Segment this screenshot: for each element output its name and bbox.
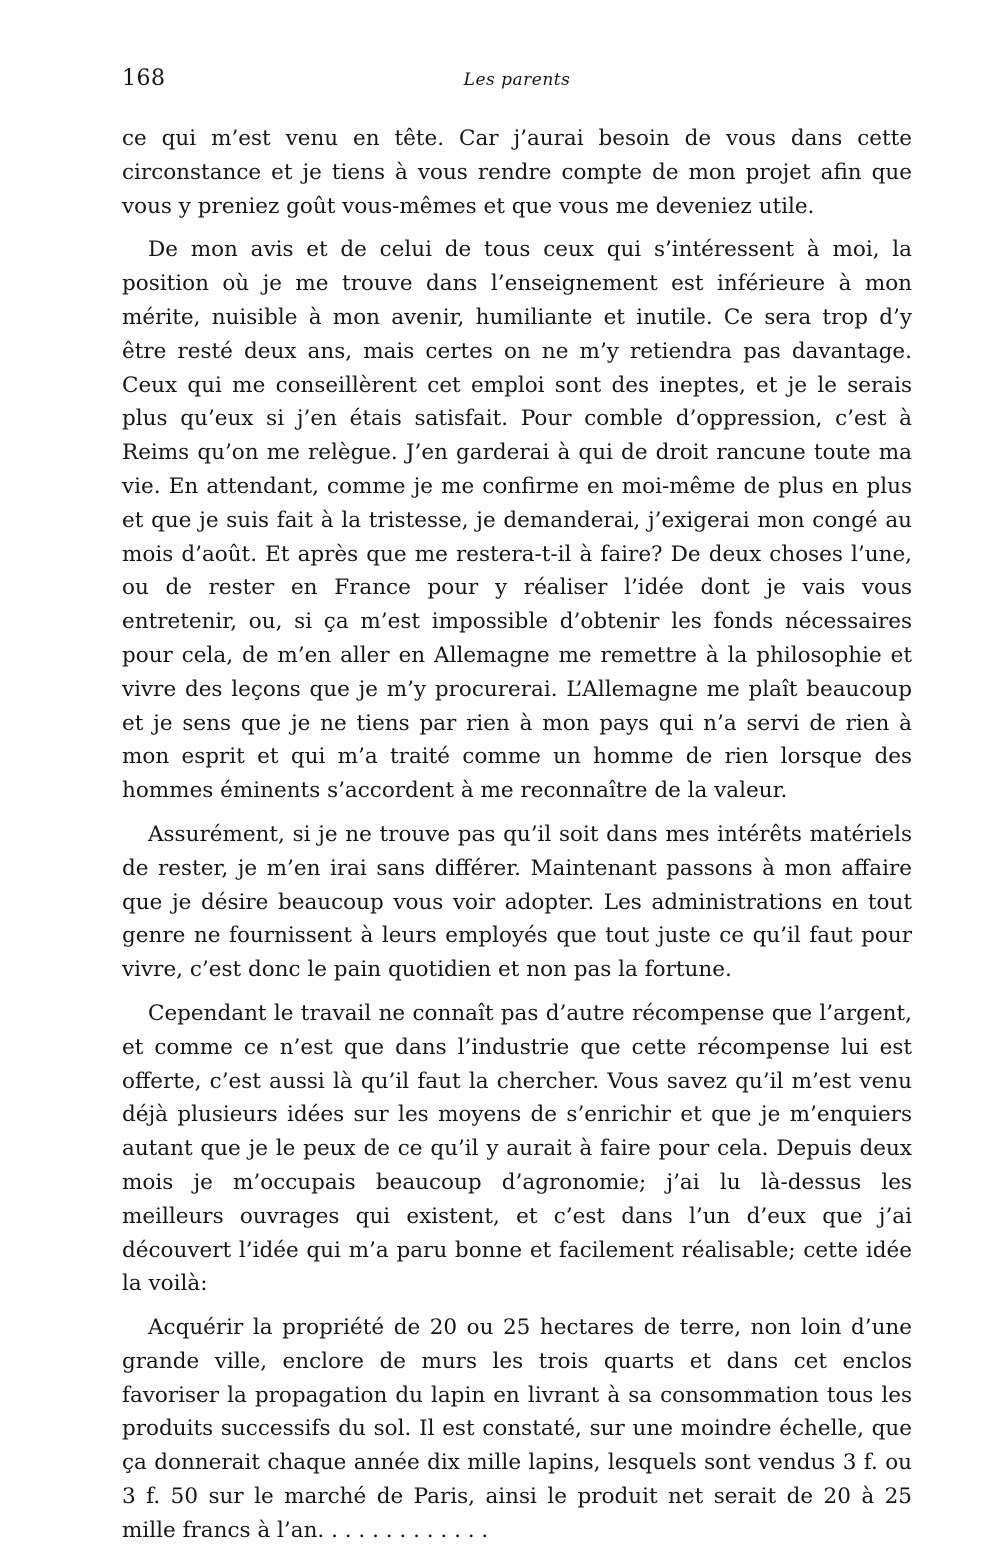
page-header (122, 66, 912, 102)
paragraph-continuation: ce qui m’est venu en tête. Car j’aurai besoin de vous dans cette circonstance et je tiens à vous rendre compte de mon projet afin que vous y preniez goût vous-mêmes et que vous me deveniez utile. (122, 126, 912, 219)
paragraph-projet-lapins: Acquérir la propriété de 20 ou 25 hectares de terre, non loin d’une grande ville, enclore de murs les trois quarts et dans cet enclos favoriser la propagation du lapin en livrant à sa consommation tous les produits successifs du sol. Il est constaté, sur une moindre échelle, que ça donnerait chaque année dix mille lapins, lesquels sont vendus 3 f. ou 3 f. 50 sur le marché de Paris, ainsi le produit net serait de 20 à 25 mille francs à l’an. . . . . . . . . . . . . (122, 1315, 912, 1543)
paragraph-position-enseignement: De mon avis et de celui de tous ceux qui s’intéressent à moi, la position où je me trouve dans l’enseignement est inférieure à mon mérite, nuisible à mon avenir, humiliante et inutile. Ce sera trop d’y être resté deux ans, mais certes on ne m’y retiendra pas davantage. Ceux qui me conseillèrent cet emploi sont des ineptes, et je le serais plus qu’eux si j’en étais satisfait. Pour comble d’oppression, c’est à Reims qu’on me relègue. J’en garderai à qui de droit rancune toute ma vie. En attendant, comme je me confirme en moi-même de plus en plus et que je suis fait à la tristesse, je demanderai, j’exigerai mon congé au mois d’août. Et après que me restera-t-il à faire? De deux choses l’une, ou de rester en France pour y réaliser l’idée dont je vais vous entretenir, ou, si ça m’est impossible d’obtenir les fonds nécessaires pour cela, de m’en aller en Allemagne me remettre à la philosophie et vivre des leçons que je m’y procurerai. L’Allemagne me plaît beaucoup et je sens que je ne tiens par rien à mon pays qui n’a servi de rien à mon esprit et qui m’a traité comme un homme de rien lorsque des hommes éminents s’accordent à me reconnaître de la valeur. (122, 237, 912, 804)
body-text (122, 122, 912, 1548)
page-number: 168 (122, 66, 166, 91)
paragraph-travail-recompense: Cependant le travail ne connaît pas d’autre récompense que l’argent, et comme ce n’est que dans l’industrie que cette récompense lui est offerte, c’est aussi là qu’il faut la chercher. Vous savez qu’il m’est venu déjà plusieurs idées sur les moyens de s’enrichir et que je m’enquiers autant que je le peux de ce qu’il y aurait à faire pour cela. Depuis deux mois je m’occupais beaucoup d’agronomie; j’ai lu là-dessus les meilleurs ouvrages qui existent, et c’est dans l’un d’eux que j’ai découvert l’idée qui m’a paru bonne et facilement réalisable; cette idée la voilà: (122, 1000, 912, 1297)
paragraph-interets-materiels: Assurément, si je ne trouve pas qu’il soit dans mes intérêts matériels de rester, je m’en irai sans différer. Maintenant passons à mon affaire que je désire beaucoup vous voir adopter. Les administrations en tout genre ne fournissent à leurs employés que tout juste ce qu’il faut pour vivre, c’est donc le pain quotidien et non pas la fortune. (122, 821, 912, 983)
running-title: Les parents (463, 70, 571, 90)
